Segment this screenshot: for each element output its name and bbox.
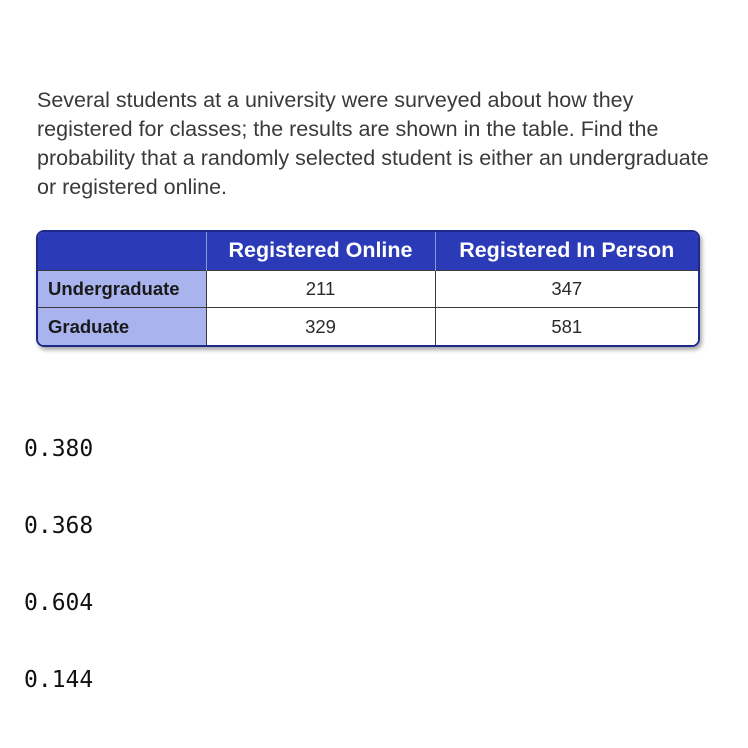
table-row xyxy=(38,270,698,308)
answer-option-1[interactable]: 0.380 xyxy=(24,436,94,462)
answer-option-4[interactable]: 0.144 xyxy=(24,667,94,693)
cell-graduate-in-person: 581 xyxy=(435,308,698,345)
answer-option-2[interactable]: 0.368 xyxy=(24,513,94,539)
column-header-registered-in-person: Registered In Person xyxy=(435,232,698,270)
row-header-undergraduate: Undergraduate xyxy=(38,270,206,308)
cell-undergraduate-in-person: 347 xyxy=(435,270,698,308)
table-row xyxy=(38,308,698,345)
row-header-graduate: Graduate xyxy=(38,308,206,345)
answer-option-3[interactable]: 0.604 xyxy=(24,590,94,616)
cell-graduate-online: 329 xyxy=(206,308,435,345)
table-header-row xyxy=(38,232,698,270)
question-text: Several students at a university were surveyed about how they registered for classes; the results are shown in the table. Find the probability that a randomly selected student is either an undergraduate or registered online. xyxy=(37,88,709,199)
column-header-registered-online: Registered Online xyxy=(206,232,435,270)
cell-undergraduate-online: 211 xyxy=(206,270,435,308)
answer-options xyxy=(24,431,424,739)
table-corner-cell xyxy=(38,232,206,270)
registration-table xyxy=(36,230,700,347)
